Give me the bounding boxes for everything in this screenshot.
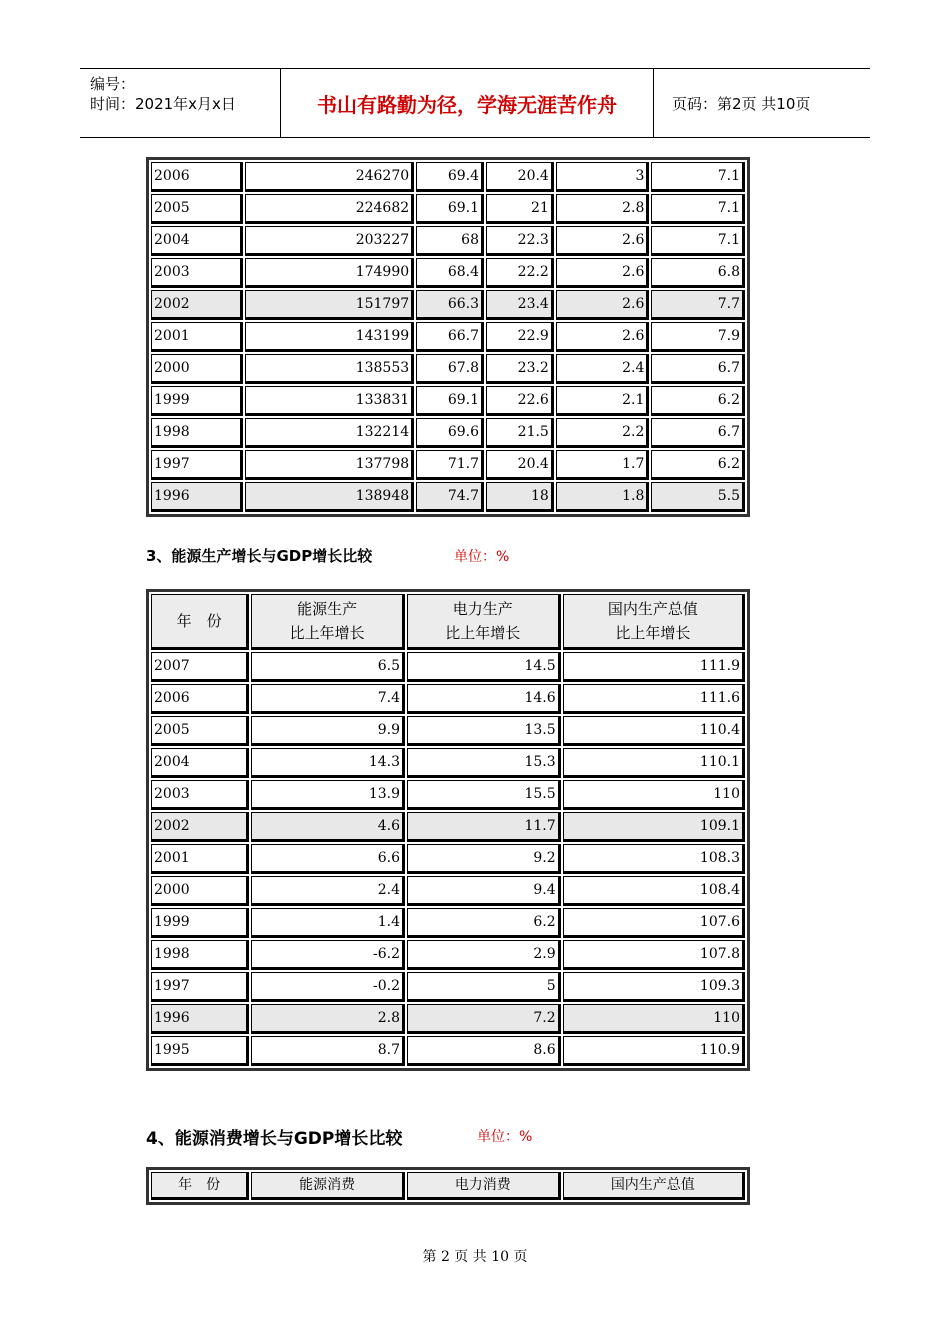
value-cell: 6.7 — [651, 354, 745, 384]
page-header — [80, 68, 870, 138]
table-row — [151, 876, 745, 906]
value-cell: 5.5 — [651, 482, 745, 512]
table-row — [151, 194, 745, 224]
section4-unit: 单位：% — [477, 1129, 533, 1145]
table-row — [151, 684, 745, 714]
value-cell: 14.5 — [407, 652, 561, 682]
value-cell: 107.8 — [563, 940, 745, 970]
header-motto: 书山有路勤为径，学海无涯苦作舟 — [281, 69, 654, 137]
table-row — [151, 716, 745, 746]
value-cell: 109.3 — [563, 972, 745, 1002]
table-row — [151, 780, 745, 810]
value-cell: 11.7 — [407, 812, 561, 842]
value-cell: 69.1 — [416, 194, 484, 224]
table-row — [151, 652, 745, 682]
header-page-label — [662, 69, 870, 137]
value-cell: 1.8 — [556, 482, 650, 512]
value-cell: 7.1 — [651, 226, 745, 256]
value-cell: 7.9 — [651, 322, 745, 352]
value-cell: 22.9 — [486, 322, 554, 352]
value-cell: 2.2 — [556, 418, 650, 448]
energy-consumption-table — [146, 1167, 750, 1205]
value-cell: 2.8 — [556, 194, 650, 224]
value-cell: 68 — [416, 226, 484, 256]
value-cell: 110 — [563, 1004, 745, 1034]
value-cell: 110 — [563, 780, 745, 810]
value-cell: 8.7 — [251, 1036, 405, 1066]
value-cell: 6.2 — [651, 386, 745, 416]
time-label: 时间：2021年x月x日 — [90, 95, 236, 113]
value-cell: 110.1 — [563, 748, 745, 778]
value-cell: 21 — [486, 194, 554, 224]
header-meta — [80, 69, 281, 137]
value-cell: 111.9 — [563, 652, 745, 682]
value-cell: 1.7 — [556, 450, 650, 480]
value-cell: 143199 — [245, 322, 415, 352]
value-cell: 71.7 — [416, 450, 484, 480]
value-cell: 6.8 — [651, 258, 745, 288]
header-energy-production: 能源生产 比上年增长 — [251, 594, 405, 650]
year-cell: 2005 — [151, 716, 249, 746]
year-cell: 2007 — [151, 652, 249, 682]
value-cell: 6.2 — [407, 908, 561, 938]
value-cell: 6.5 — [251, 652, 405, 682]
year-cell: 1998 — [151, 418, 243, 448]
value-cell: 67.8 — [416, 354, 484, 384]
value-cell: 22.2 — [486, 258, 554, 288]
page-footer: 第 2 页 共 10 页 — [422, 1249, 528, 1265]
value-cell: -6.2 — [251, 940, 405, 970]
table-row — [151, 844, 745, 874]
year-cell: 2001 — [151, 322, 243, 352]
value-cell: 13.9 — [251, 780, 405, 810]
value-cell: 8.6 — [407, 1036, 561, 1066]
year-cell: 2002 — [151, 290, 243, 320]
table-row — [151, 418, 745, 448]
value-cell: 7.4 — [251, 684, 405, 714]
header-gdp: 国内生产总值 — [563, 1172, 745, 1200]
year-cell: 1999 — [151, 386, 243, 416]
value-cell: 69.6 — [416, 418, 484, 448]
year-cell: 2002 — [151, 812, 249, 842]
value-cell: 108.4 — [563, 876, 745, 906]
year-cell: 2004 — [151, 226, 243, 256]
year-cell: 1999 — [151, 908, 249, 938]
value-cell: 174990 — [245, 258, 415, 288]
table-row — [151, 1036, 745, 1066]
value-cell: 9.4 — [407, 876, 561, 906]
header-year: 年 份 — [151, 594, 249, 650]
year-cell: 2000 — [151, 876, 249, 906]
value-cell: 108.3 — [563, 844, 745, 874]
header-power-production: 电力生产 比上年增长 — [407, 594, 561, 650]
year-cell: 2006 — [151, 162, 243, 192]
value-cell: 22.3 — [486, 226, 554, 256]
header-year: 年 份 — [151, 1172, 249, 1200]
value-cell: 138948 — [245, 482, 415, 512]
table-row — [151, 386, 745, 416]
year-cell: 2003 — [151, 258, 243, 288]
table-row — [151, 450, 745, 480]
value-cell: 110.9 — [563, 1036, 745, 1066]
value-cell: 3 — [556, 162, 650, 192]
value-cell: 2.6 — [556, 258, 650, 288]
value-cell: 21.5 — [486, 418, 554, 448]
energy-structure-table — [146, 157, 750, 517]
header-gdp: 国内生产总值 比上年增长 — [563, 594, 745, 650]
value-cell: 2.9 — [407, 940, 561, 970]
value-cell: 2.8 — [251, 1004, 405, 1034]
value-cell: 23.2 — [486, 354, 554, 384]
year-cell: 2001 — [151, 844, 249, 874]
value-cell: 5 — [407, 972, 561, 1002]
value-cell: 1.4 — [251, 908, 405, 938]
year-cell: 1996 — [151, 1004, 249, 1034]
value-cell: 224682 — [245, 194, 415, 224]
section3-title: 3、能源生产增长与GDP增长比较 — [146, 547, 373, 565]
year-cell: 1997 — [151, 972, 249, 1002]
table-row — [151, 226, 745, 256]
table-row — [151, 940, 745, 970]
value-cell: -0.2 — [251, 972, 405, 1002]
value-cell: 4.6 — [251, 812, 405, 842]
value-cell: 6.7 — [651, 418, 745, 448]
value-cell: 9.9 — [251, 716, 405, 746]
table-row — [151, 354, 745, 384]
value-cell: 13.5 — [407, 716, 561, 746]
year-cell: 1998 — [151, 940, 249, 970]
number-label: 编号： — [90, 75, 136, 93]
value-cell: 109.1 — [563, 812, 745, 842]
value-cell: 107.6 — [563, 908, 745, 938]
table-row — [151, 162, 745, 192]
year-cell: 1996 — [151, 482, 243, 512]
table-row — [151, 908, 745, 938]
value-cell: 7.1 — [651, 162, 745, 192]
value-cell: 133831 — [245, 386, 415, 416]
section4-title: 4、能源消费增长与GDP增长比较 — [146, 1129, 403, 1149]
value-cell: 111.6 — [563, 684, 745, 714]
table-row — [151, 482, 745, 512]
table-row — [151, 812, 745, 842]
value-cell: 7.2 — [407, 1004, 561, 1034]
year-cell: 2003 — [151, 780, 249, 810]
value-cell: 14.3 — [251, 748, 405, 778]
value-cell: 110.4 — [563, 716, 745, 746]
value-cell: 18 — [486, 482, 554, 512]
table-row — [151, 258, 745, 288]
value-cell: 2.6 — [556, 322, 650, 352]
value-cell: 2.1 — [556, 386, 650, 416]
value-cell: 2.6 — [556, 290, 650, 320]
value-cell: 7.1 — [651, 194, 745, 224]
year-cell: 1997 — [151, 450, 243, 480]
table-row — [151, 748, 745, 778]
value-cell: 69.1 — [416, 386, 484, 416]
year-cell: 2006 — [151, 684, 249, 714]
value-cell: 9.2 — [407, 844, 561, 874]
table-row — [151, 290, 745, 320]
value-cell: 137798 — [245, 450, 415, 480]
value-cell: 138553 — [245, 354, 415, 384]
value-cell: 2.4 — [556, 354, 650, 384]
value-cell: 132214 — [245, 418, 415, 448]
value-cell: 66.7 — [416, 322, 484, 352]
table-row — [151, 322, 745, 352]
value-cell: 2.4 — [251, 876, 405, 906]
value-cell: 15.5 — [407, 780, 561, 810]
value-cell: 7.7 — [651, 290, 745, 320]
year-cell: 1995 — [151, 1036, 249, 1066]
value-cell: 151797 — [245, 290, 415, 320]
value-cell: 66.3 — [416, 290, 484, 320]
header-energy-consumption: 能源消费 — [251, 1172, 405, 1200]
year-cell: 2000 — [151, 354, 243, 384]
value-cell: 20.4 — [486, 450, 554, 480]
value-cell: 6.2 — [651, 450, 745, 480]
header-power-consumption: 电力消费 — [407, 1172, 561, 1200]
value-cell: 22.6 — [486, 386, 554, 416]
table-row — [151, 1004, 745, 1034]
value-cell: 69.4 — [416, 162, 484, 192]
page-label: 页码：第2页 共10页 — [672, 94, 811, 113]
value-cell: 14.6 — [407, 684, 561, 714]
year-cell: 2005 — [151, 194, 243, 224]
value-cell: 20.4 — [486, 162, 554, 192]
value-cell: 2.6 — [556, 226, 650, 256]
value-cell: 23.4 — [486, 290, 554, 320]
value-cell: 203227 — [245, 226, 415, 256]
year-cell: 2004 — [151, 748, 249, 778]
value-cell: 6.6 — [251, 844, 405, 874]
value-cell: 68.4 — [416, 258, 484, 288]
value-cell: 246270 — [245, 162, 415, 192]
table-row — [151, 972, 745, 1002]
section3-unit: 单位：% — [454, 549, 510, 565]
energy-production-table — [146, 589, 750, 1071]
value-cell: 74.7 — [416, 482, 484, 512]
value-cell: 15.3 — [407, 748, 561, 778]
